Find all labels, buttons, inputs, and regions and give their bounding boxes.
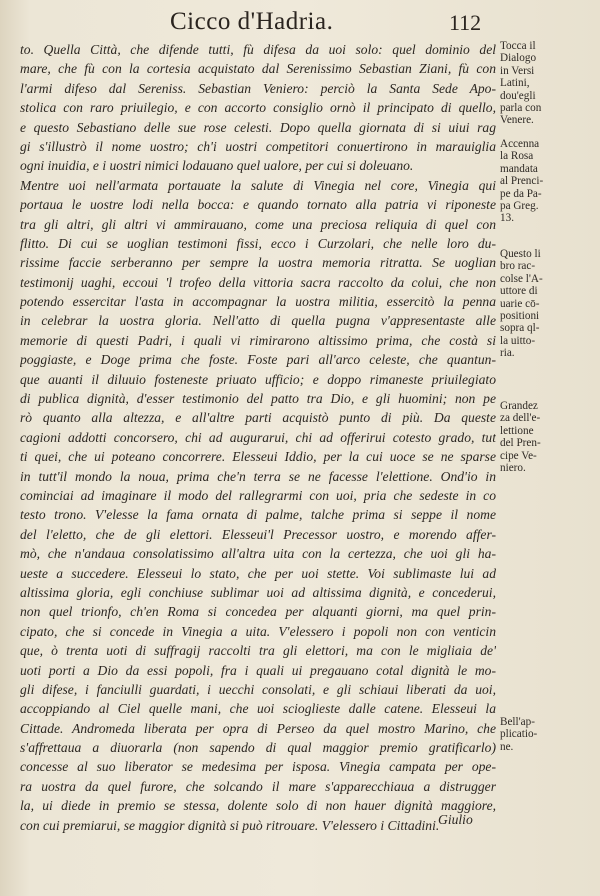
- margin-note-line: uarie cō-: [500, 297, 540, 310]
- margin-note-line: Accenna: [500, 138, 540, 150]
- margin-note-line: cipe Ve-: [500, 449, 537, 462]
- margin-note-line: Latini,: [500, 77, 530, 90]
- text-line: accoppiando al Ciel quelle mani, che uoi scioglieste dalle catene. Elesseui la: [20, 701, 496, 717]
- text-line: non quel trionfo, ch'en Roma si concedea per alquanti giorni, ma quel prin-: [20, 604, 496, 620]
- text-line: memorie di questi Padri, i quali vi rimirarono altissimo prima, che costà si: [20, 332, 496, 348]
- margin-note-line: niero.: [500, 462, 526, 475]
- margin-note: [500, 40, 598, 127]
- text-line: e questo Sebastiano delle sue rose celesti. Dopo quella giornata di si uiui rag: [20, 119, 496, 135]
- text-line: gli difese, i fanciulli guardati, i uecchi consolati, e gli schiaui liberati da uoi,: [20, 681, 496, 697]
- text-line: stolica con raro priuilegio, e con accorto consiglio ornò il principato di quello,: [20, 100, 496, 116]
- margin-note-line: mandata: [500, 162, 538, 175]
- text-line: testimonij uaghi, eccoui 'l trofeo della vittoria sacra raccolto da colui, che non: [20, 274, 496, 290]
- margin-note-line: al Prenci-: [500, 175, 544, 188]
- margin-note: [500, 400, 598, 474]
- margin-note-line: ria.: [500, 347, 515, 360]
- text-line: in celebrar la uostra gloria. Nell'atto di quella pugna v'appresentaste alle: [20, 313, 496, 329]
- text-line: Mentre uoi nell'armata portauate la salute di Vinegia nel core, Vinegia qui: [20, 177, 496, 193]
- text-line: concesse al suo liberator se medesima per isposa. Vinegia campata per ope-: [20, 759, 496, 775]
- text-line: que auanti il diluuio fosteneste priuato ufficio; e doppo rimaneste priuilegiato: [20, 371, 496, 387]
- text-line: tra gli altri, gli altri vi ammirauano, come una preciosa reliquia di quel con: [20, 216, 496, 232]
- text-line: ti quei, che ui poteano concorrere. Elesseui Iddio, per la cui uoce se ne sparse: [20, 449, 496, 465]
- margin-note-line: dou'egli: [500, 89, 536, 102]
- text-line: potendo essercitar l'asta in accompagnar la uostra militia, essercitò la penna: [20, 294, 496, 310]
- text-line: ueste a succedere. Elesseui lo stato, che per uoi stette. Voi sublimaste lui ad: [20, 565, 496, 581]
- text-line: in tutt'il mondo la noua, prima che'n terra se ne facesse l'elettione. Ond'io in: [20, 468, 496, 484]
- margin-note: [500, 248, 598, 360]
- margin-note-line: la Rosa: [500, 150, 534, 163]
- margin-note-line: la uitto-: [500, 334, 536, 347]
- page-number: 112: [449, 10, 482, 35]
- text-line: gi s'illustrò il nome uostro; ch'i uostri competitori conuertirono in marauiglia: [20, 138, 496, 154]
- text-line: ra uostra da quel furore, che solcando il mare s'apparecchiaua a distrugger: [20, 778, 496, 794]
- margin-note-line: del Pren-: [500, 437, 541, 450]
- margin-note-line: Bell'ap-: [500, 716, 535, 728]
- margin-note-line: lettione: [500, 424, 534, 437]
- text-line: cipato, che si concede in Vinegia a uita. V'elessero i popoli non con venticin: [20, 623, 496, 639]
- text-line: la, ui diede in premio se stessa, dolente solo di non hauer dignità maggiore,: [20, 798, 496, 814]
- text-line: altissima gloria, egli conchiuse sublimar uoi ad altissima dignità, e concederui,: [20, 584, 496, 600]
- margin-note-line: Dialogo: [500, 52, 537, 65]
- page-header: [0, 4, 600, 38]
- text-line: rò quanto alla altezza, e all'altre parti acquistò punto di più. Da queste: [20, 410, 496, 426]
- margin-note-line: sopra ql-: [500, 322, 540, 335]
- margin-note: [500, 138, 598, 225]
- margin-note-line: 13.: [500, 212, 514, 225]
- text-line: mò, che n'andaua consolatissimo all'altra uita con la certezza, che uoi gli ha-: [20, 546, 496, 562]
- text-line: l'armi difeso dal Sereniss. Sebastian Veniero: perciò la Santa Sede Apo-: [20, 80, 496, 96]
- text-line: to. Quella Città, che difende tutti, fù difesa da uoi solo: quel dominio del: [20, 42, 496, 57]
- margin-note-line: parla con: [500, 102, 542, 115]
- margin-note-line: Venere.: [500, 114, 534, 127]
- margin-note-line: uttore di: [500, 285, 538, 298]
- text-line: cagioni addotti concorsero, chi ad augurarui, chi ad offerirui cotesto grado, tut: [20, 429, 496, 445]
- margin-note: [500, 716, 598, 753]
- catchword: Giulio: [438, 812, 473, 827]
- margin-note-line: colse l'A-: [500, 272, 543, 285]
- text-line: mare, che fù con la cortesia acquistato dal Serenissimo Sebastian Ziani, fù con: [20, 61, 496, 77]
- text-line: con cui premiarui, se maggior dignità si può ritrouare. V'elessero i Cittadini.: [20, 817, 440, 833]
- text-line: di publica dignità, d'esser testimonio del patto tra Dio, e gli huomini; non pe: [20, 391, 496, 407]
- margin-note-line: pe da Pa-: [500, 187, 542, 200]
- text-line: Cittade. Andromeda liberata per opra di Perseo da quel mostro Marino, che: [20, 720, 496, 736]
- body-text: [20, 40, 496, 835]
- text-line: ogni inuidia, e i uostri nimici lodauano quel ualore, per cui si doleuano.: [20, 158, 414, 174]
- text-line: rissime faccie serberanno per sempre la uostra memoria ritratta. Se uoglian: [20, 255, 496, 271]
- text-line: poggiaste, e Doge prima che foste. Foste pari all'arco celeste, che quantun-: [20, 352, 496, 368]
- margin-note-line: positioni: [500, 310, 540, 323]
- text-line: flitto. Di cui se uoglian testimoni fissi, ecco i Curzolari, che nelle loro du-: [20, 235, 496, 251]
- text-line: cominciai ad imaginare il modo del rallegrarmi con uoi, pria che sedeste in co: [20, 487, 496, 503]
- text-line: uoti porti a Dio da essi popoli, fra i quali ui pregauano cotal dignità le mo-: [20, 662, 496, 678]
- margin-note-line: za dell'e-: [500, 412, 541, 425]
- margin-note-line: pa Greg.: [500, 200, 539, 213]
- margin-note-line: bro rac-: [500, 260, 536, 273]
- margin-note-line: plicatio-: [500, 728, 538, 741]
- text-line: s'affrettaua a diuorarla (non sapendo di qual maggior premio gratificarlo): [20, 740, 496, 756]
- margin-note-line: Tocca il: [500, 40, 536, 52]
- margin-note-line: ne.: [500, 740, 514, 753]
- text-line: testo trono. V'elesse la fama ornata di palme, talche prima si seppe il nome: [20, 507, 496, 523]
- margin-note-line: Questo li: [500, 248, 541, 260]
- text-line: portaua le uostre lodi nella bocca: e quando tornato alla patria vi riponeste: [20, 197, 496, 213]
- text-line: que, ò trenta uoti di suffragij raccolti tra gli elettori, ma con le migliaia de': [20, 643, 496, 659]
- margin-note-line: Grandez: [500, 400, 538, 412]
- margin-note-line: in Versi: [500, 64, 535, 77]
- running-title: Cicco d'Hadria.: [170, 8, 334, 35]
- text-line: del l'eletto, che de gli elettori. Elesseui'l Precessor uostro, e morendo affer-: [20, 526, 496, 542]
